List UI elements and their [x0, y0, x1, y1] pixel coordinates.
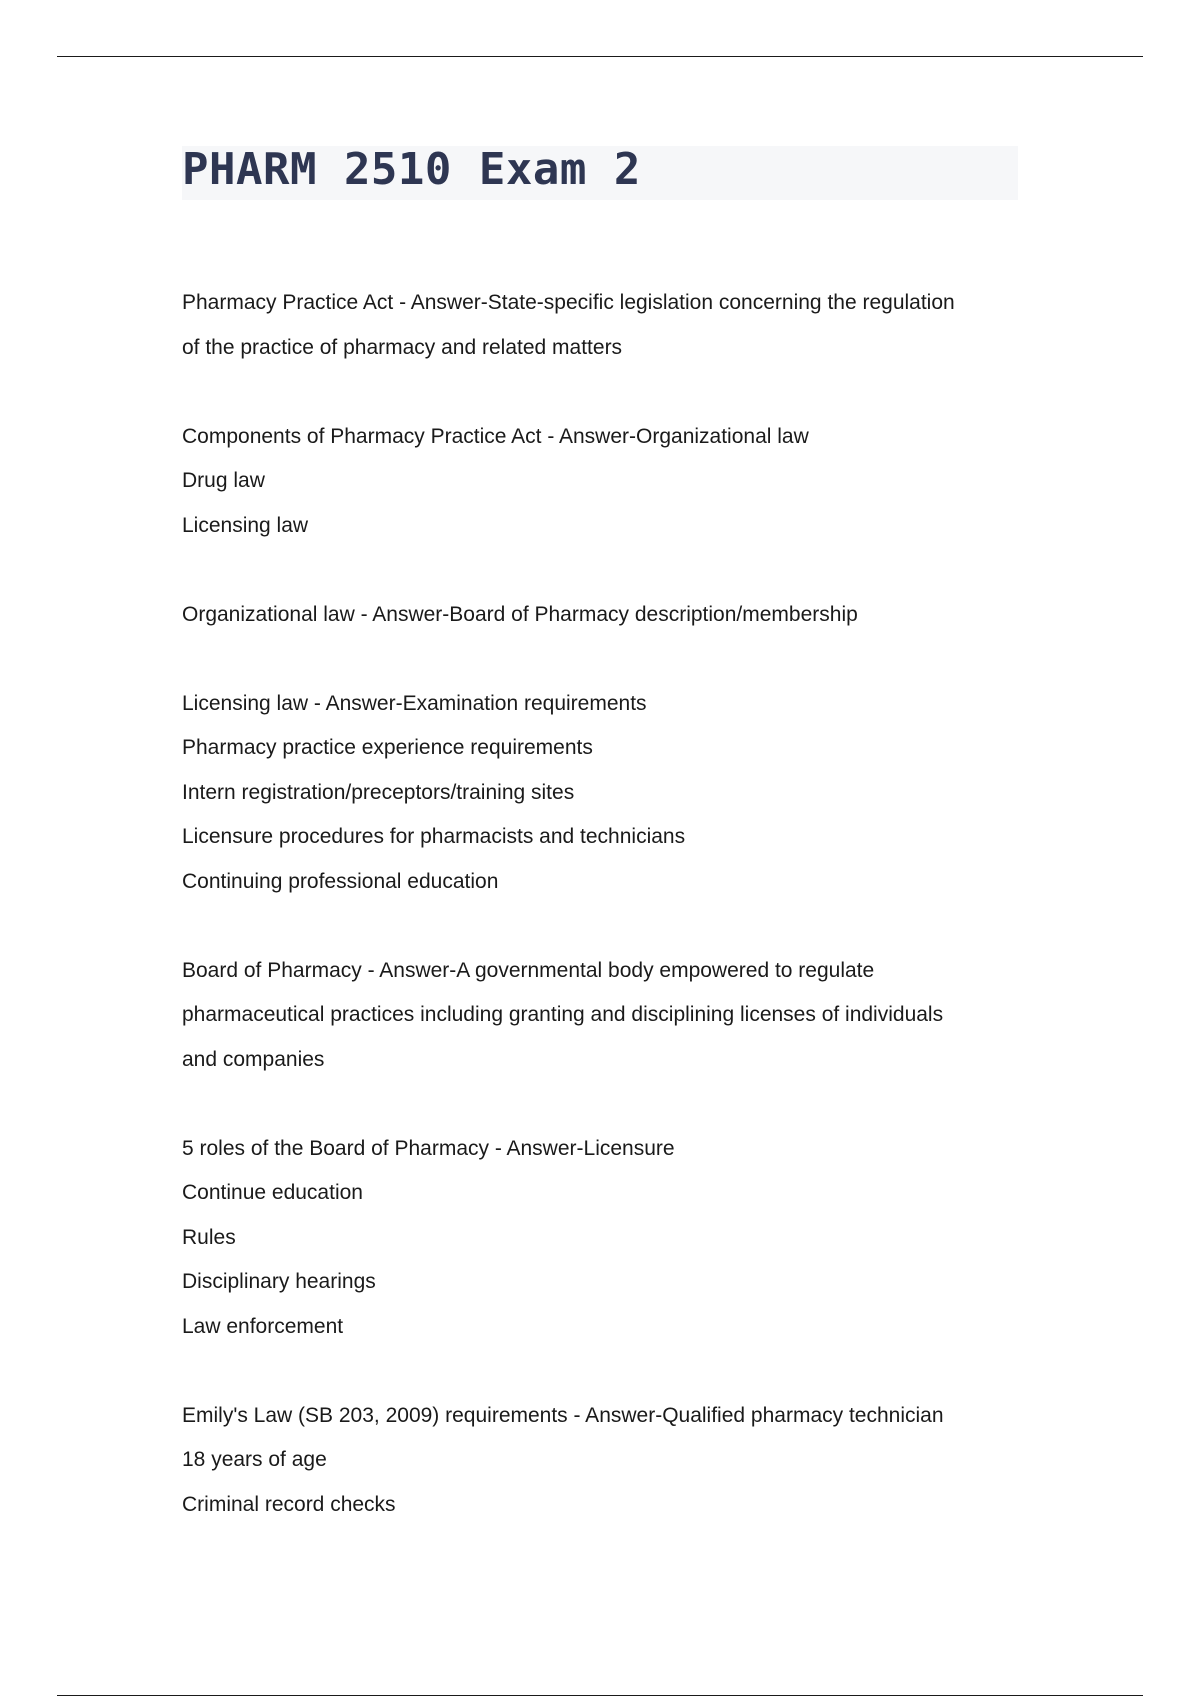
entry-line: and companies — [182, 1047, 325, 1071]
qa-entry — [182, 1127, 1022, 1350]
qa-entry — [182, 1394, 1022, 1528]
qa-entry — [182, 949, 1022, 1083]
qa-entry — [182, 281, 1022, 370]
entry-line: Organizational law - Answer-Board of Pharmacy description/membership — [182, 602, 858, 626]
entry-line: Emily's Law (SB 203, 2009) requirements - Answer-Qualified pharmacy technician — [182, 1403, 944, 1427]
entry-line: Licensing law — [182, 513, 309, 537]
entry-line: Components of Pharmacy Practice Act - Answer-Organizational law — [182, 424, 809, 448]
entry-line: Drug law — [182, 469, 265, 492]
entry-line: Continue education — [182, 1181, 363, 1204]
entry-line: pharmaceutical practices including granting and disciplining licenses of individuals — [182, 1003, 944, 1026]
top-rule — [57, 56, 1143, 57]
qa-entry — [182, 682, 1022, 905]
entry-line: Criminal record checks — [182, 1492, 396, 1516]
page-title: PHARM 2510 Exam 2 — [182, 144, 641, 195]
entry-line: of the practice of pharmacy and related matters — [182, 335, 623, 359]
entry-line: Law enforcement — [182, 1314, 344, 1338]
entry-line: Rules — [182, 1225, 236, 1249]
entry-line: Board of Pharmacy - Answer-A governmental body empowered to regulate — [182, 958, 875, 982]
entry-line: 18 years of age — [182, 1448, 327, 1471]
entry-line: Licensure procedures for pharmacists and technicians — [182, 825, 686, 848]
qa-entry — [182, 593, 1022, 638]
bottom-rule — [57, 1695, 1143, 1696]
qa-entry — [182, 415, 1022, 549]
entry-line: Pharmacy practice experience requirements — [182, 736, 593, 759]
entry-line: 5 roles of the Board of Pharmacy - Answer-Licensure — [182, 1136, 675, 1160]
entry-line: Disciplinary hearings — [182, 1270, 376, 1293]
entry-line: Intern registration/preceptors/training sites — [182, 780, 575, 804]
entry-line: Pharmacy Practice Act - Answer-State-specific legislation concerning the regulation — [182, 291, 955, 314]
entry-line: Licensing law - Answer-Examination requirements — [182, 691, 647, 715]
entry-line: Continuing professional education — [182, 869, 499, 893]
document-body — [182, 281, 1022, 1572]
